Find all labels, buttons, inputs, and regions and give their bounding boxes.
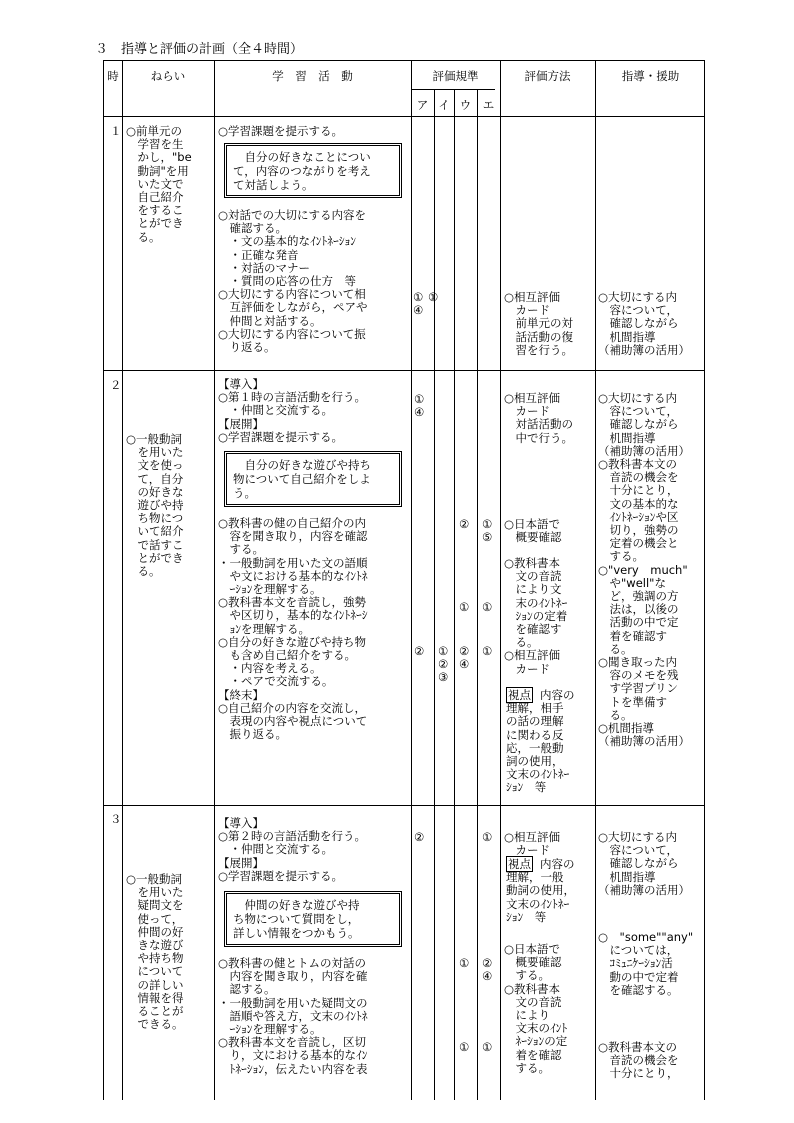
row1-shido: ○大切にする内 容について， 確認しながら 机間指導 （補助簿の活用）	[598, 290, 690, 357]
row-divider	[104, 805, 704, 806]
row1-mark-i: ①	[428, 290, 439, 304]
row1-activity-detail: ○対話での大切にする内容を 確認する。 ・文の基本的なｲﾝﾄﾈｰｼｮﾝ ・正確な発音 ・対話のマナー ・質問の応答の仕方 等 ○大切にする内容について相 互評価をしながら，ペアや 仲間と対話する。 ○大切にする内容について振 り返る。	[218, 208, 368, 355]
row-divider	[104, 370, 704, 371]
row2-mark-e1: ① ⑤	[482, 517, 493, 545]
row1-mark-a: ① ④	[413, 290, 424, 318]
row3-shido3: ○教科書本文の 音読の機会を 十分にとり，	[598, 1040, 679, 1081]
header-shido: 指導・援助	[621, 69, 680, 83]
row1-num: １	[110, 124, 122, 138]
row3-mark-u2: ①	[459, 956, 470, 970]
row2-shido: ○大切にする内 容について， 確認しながら 机間指導 （補助簿の活用） ○教科書本文の 音読の機会を 十分にとり， 文の基本的な ｲﾝﾄﾈｰｼｮﾝや区 切り，強勢の 定着の機会と する。 ○"very much" や"well"な ど，強調の方 法は，以後の 活動の中で定 着を確認す る。 ○聞き取った内 容のメモを残 す学習プリン トを準備す る。 ○机間指導 （補助簿の活用）	[598, 391, 690, 749]
row1-nerai: ○前単元の 学習を生 かし，"be 動詞"を用 いた文で 自己紹介 をするこ とができ る。	[126, 124, 192, 244]
row2-mark-u1: ②	[459, 517, 470, 531]
row3-hoho1: ○相互評価 カード	[504, 830, 561, 858]
row3-shido2: ○ "some""any" については， ｺﾐｭﾆｹｰｼｮﾝ活 動の中で定着 を確認する。	[598, 930, 694, 997]
row2-mark-a3: ②	[414, 644, 425, 658]
col-divider	[477, 89, 478, 1100]
col-divider	[500, 61, 501, 1100]
row2-mark-e2: ①	[482, 600, 493, 614]
row3-shido: ○大切にする内 容について， 確認しながら 机間指導 （補助簿の活用）	[598, 830, 690, 897]
row2-mark-i3: ① ② ③	[438, 644, 449, 685]
plan-table	[103, 60, 705, 1100]
row2-task-box: 自分の好きな遊びや持ち 物について自己紹介をしよ う。	[224, 451, 402, 507]
header-kijun-e: エ	[482, 98, 495, 112]
row2-hoho1: ○相互評価 カード 対話活動の 中で行う。	[504, 391, 573, 445]
row2-hoho3b: 内容の 理解，相手 の話の理解 に関わる反 応，一般動 詞の使用， 文末のｲﾝﾄﾈｰ ｼｮﾝ 等	[506, 688, 575, 795]
row1-hoho: ○相互評価 カード 前単元の対 話活動の復 習を行う。	[504, 290, 573, 357]
header-kijun-u: ウ	[459, 98, 472, 112]
col-divider	[214, 61, 215, 1100]
row2-hoho3: ○教科書本 文の音読 により文 末のｲﾝﾄﾈｰ ｼｮﾝの定着 を確認す る。 ○相互評価 カード	[504, 556, 568, 676]
header-hoho: 評価方法	[524, 69, 571, 83]
header-ji: 時	[107, 69, 119, 83]
header-katsudo: 学 習 活 動	[272, 69, 353, 83]
row2-nerai: ○一般動詞 を用いた 文を使っ て，自分 の好きな 遊びや持 ち物につ いて紹介 で話すこ とができ る。	[126, 432, 184, 579]
row3-nerai: ○一般動詞 を用いた 疑問文を 使って， 仲間の好 きな遊び や持ち物 について の詳しい 情報を得 ることが できる。	[126, 872, 184, 1032]
row3-hoho2: ○日本語で 概要確認 する。 ○教科書本 文の音読 により 文末のｲﾝﾄ ﾈｰｼｮﾝの定 着を確認 する。	[504, 942, 568, 1075]
row2-mark-e3: ①	[482, 644, 493, 658]
col-divider	[122, 61, 123, 1100]
row2-activity-detail: ○教科書の健の自己紹介の内 容を聞き取り，内容を確認 する。 ・一般動詞を用いた文の語順 や文における基本的なｲﾝﾄﾈ ｰｼｮﾝを理解する。 ○教科書本文を音読し，強勢 や区切り，基本的なｲﾝﾄﾈｰｼ ｮﾝを理解する。 ○自分の好きな遊びや持ち物 も含め自己紹介をする。 ・内容を考える。 ・ペアで交流する。 【終末】 ○自己紹介の内容を交流し， 表現の内容や視点について 振り返る。	[218, 516, 368, 742]
row-divider	[104, 116, 704, 117]
header-kijun: 評価規準	[432, 69, 479, 83]
row3-activity-detail: ○教科書の健とトムの対話の 内容を聞き取り，内容を確 認する。 ・一般動詞を用いた疑問文の 語順や答え方，文末のｲﾝﾄﾈ ｰｼｮﾝを理解する。 ○教科書本文を音読し，区切 り，文における基本的なｲﾝ ﾄﾈｰｼｮﾝ，伝えたい内容を表	[218, 956, 368, 1076]
row3-activity: 【導入】 ○第２時の言語活動を行う。 ・仲間と交流する。 【展開】 ○学習課題を提示する。	[218, 816, 367, 883]
col-divider	[454, 89, 455, 1100]
row3-mark-e2: ② ④	[482, 956, 493, 984]
row3-mark-e3: ①	[482, 1040, 493, 1054]
row3-task-box: 仲間の好きな遊びや持 ち物について質問をし， 詳しい情報をつかもう。	[224, 891, 402, 947]
row3-mark-e1: ①	[482, 830, 493, 844]
row2-mark-u2: ①	[459, 600, 470, 614]
row1-task-box: 自分の好きなことについ て，内容のつながりを考え て対話しよう。	[224, 143, 402, 198]
row3-num: ３	[110, 812, 122, 826]
header-kijun-a: ア	[416, 98, 429, 112]
row3-mark-u3: ①	[459, 1040, 470, 1054]
kanten-label: 視点	[508, 688, 531, 702]
row3-hoho1b: 内容の 理解，一般 動詞の使用， 文末のｲﾝﾄﾈｰ ｼｮﾝ 等	[506, 857, 575, 924]
row-divider	[411, 89, 495, 90]
row2-activity: 【導入】 ○第１時の言語活動を行う。 ・仲間と交流する。 【展開】 ○学習課題を提示する。	[218, 377, 367, 444]
kanten-label: 視点	[508, 857, 531, 871]
header-kijun-i: イ	[438, 98, 450, 112]
row2-num: ２	[110, 378, 122, 392]
row2-hoho2: ○日本語で 概要確認	[504, 517, 562, 545]
row1-activity: ○学習課題を提示する。	[218, 124, 344, 138]
col-divider	[595, 61, 596, 1100]
section-heading: ３ 指導と評価の計画（全４時間）	[95, 42, 304, 57]
col-divider	[411, 61, 412, 1100]
row2-mark-u3: ② ④	[459, 644, 470, 672]
row2-mark-a1: ① ④	[414, 392, 425, 420]
col-divider	[434, 89, 435, 1100]
header-nerai: ねらい	[150, 69, 186, 83]
row3-mark-a1: ②	[414, 830, 425, 844]
